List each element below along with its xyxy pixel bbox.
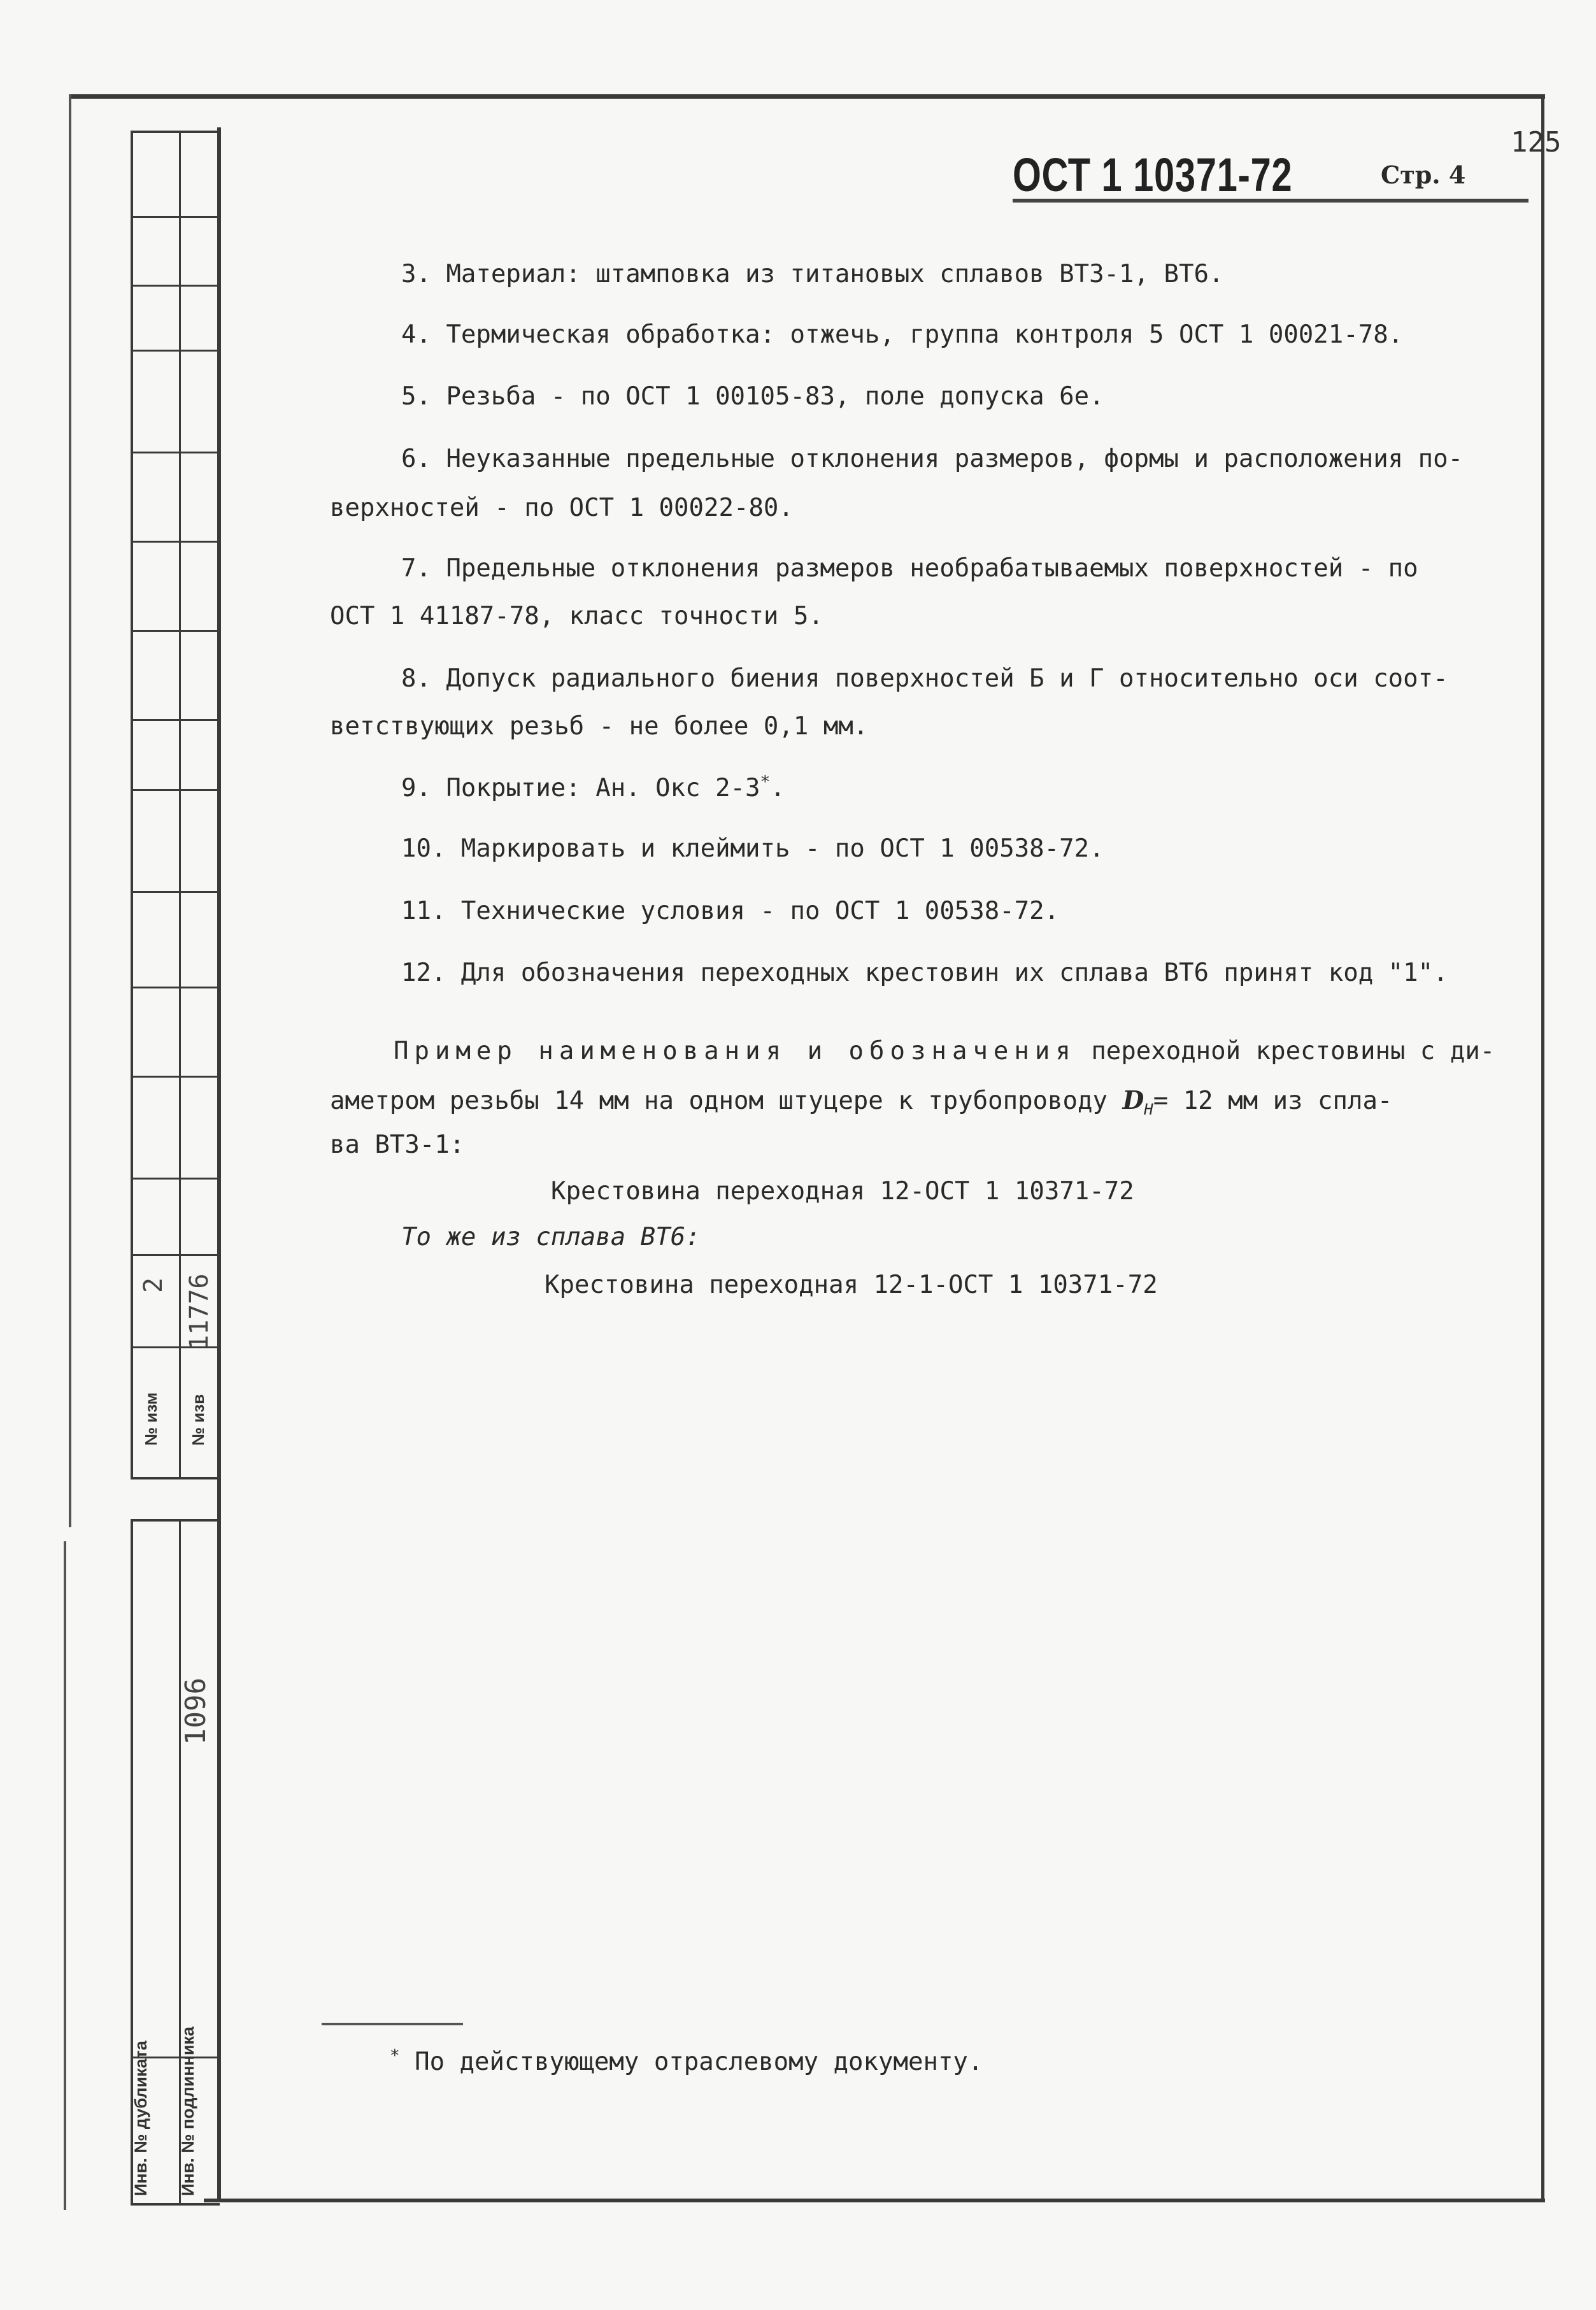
frame-top-border <box>69 94 1545 99</box>
item-6-line-2: верхностей - по ОСТ 1 00022-80. <box>330 494 794 522</box>
footnote-reference: * <box>760 773 771 792</box>
same-from-alloy: То же из сплава ВТ6: <box>401 1223 701 1251</box>
original-inventory-value: 1096 <box>180 1678 212 1745</box>
item-11: 11. Технические условия - по ОСТ 1 00538-72. <box>401 897 1060 925</box>
item-7-line-1: 7. Предельные отклонения размеров необрабатываемых поверхностей - по <box>401 554 1418 583</box>
item-8-line-2: ветствующих резьб - не более 0,1 мм. <box>330 712 869 741</box>
item-7-line-2: ОСТ 1 41187-78, класс точности 5. <box>330 602 823 631</box>
document-code-underline <box>1013 199 1528 203</box>
document-code: ОСТ 1 10371-72 <box>1013 148 1293 201</box>
binding-margin-line <box>69 94 71 1527</box>
binding-margin-line-lower <box>64 1541 66 2210</box>
footnote: * По действующему отраслевому документу. <box>390 2046 983 2076</box>
item-10: 10. Маркировать и клеймить - по ОСТ 1 00538-72. <box>401 834 1104 863</box>
example-line-2: аметром резьбы 14 мм на одном штуцере к трубопроводу $D_Н= 12$ мм из спла- <box>330 1086 1393 1118</box>
page-number: 125 <box>1511 126 1562 159</box>
original-inventory-label: Инв. № подлинника <box>178 2027 197 2196</box>
footnote-rule <box>322 2023 463 2025</box>
item-9: 9. Покрытие: Ан. Окс 2-3*. <box>401 773 785 802</box>
item-6-line-1: 6. Неуказанные предельные отклонения размеров, формы и расположения по- <box>401 445 1464 473</box>
item-12: 12. Для обозначения переходных крестовин их сплава ВТ6 принят код "1". <box>401 959 1448 987</box>
change-number-label: № изм <box>141 1392 160 1446</box>
item-3: 3. Материал: штамповка из титановых сплавов ВТ3-1, ВТ6. <box>401 260 1224 289</box>
page-label: Стр. 4 <box>1381 160 1466 189</box>
example-line-3: ва ВТ3-1: <box>330 1130 465 1159</box>
item-5: 5. Резьба - по ОСТ 1 00105-83, поле допуска 6е. <box>401 382 1104 411</box>
frame-right-border <box>1541 94 1544 2202</box>
notice-number-label: № изв <box>189 1394 208 1446</box>
designation-2: Крестовина переходная 12-1-ОСТ 1 10371-72 <box>545 1271 1158 1299</box>
frame-bottom-border <box>204 2199 1545 2202</box>
item-4: 4. Термическая обработка: отжечь, группа контроля 5 ОСТ 1 00021-78. <box>401 320 1404 349</box>
notice-number-value: 11776 <box>185 1273 214 1350</box>
change-number-value: 2 <box>139 1277 168 1293</box>
designation-1: Крестовина переходная 12-ОСТ 1 10371-72 <box>551 1177 1134 1206</box>
duplicate-inventory-label: Инв. № дубликата <box>131 2041 150 2196</box>
item-8-line-1: 8. Допуск радиального биения поверхностей Б и Г относительно оси соот- <box>401 664 1448 693</box>
footnote-mark: * <box>390 2046 400 2065</box>
example-line-1: Пример наименования и обозначения переходной крестовины с ди- <box>394 1037 1495 1066</box>
